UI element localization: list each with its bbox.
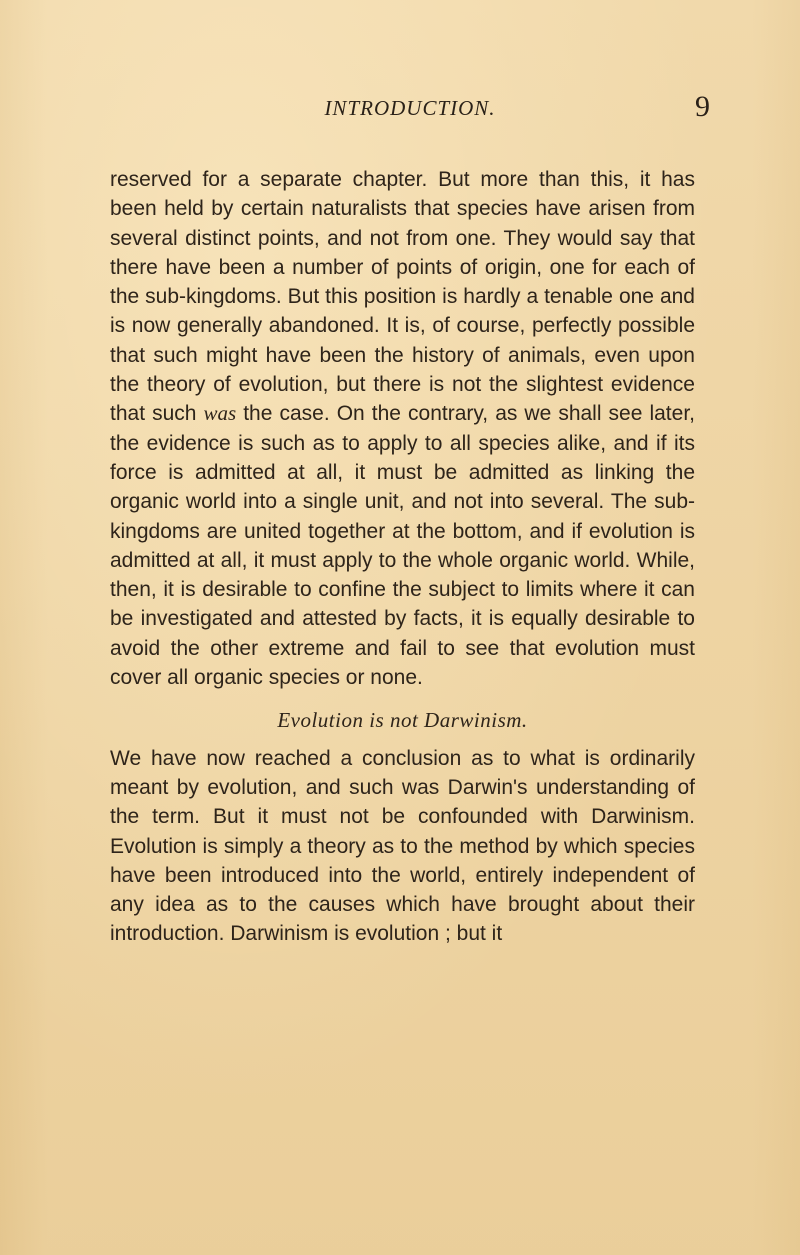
page-number: 9: [695, 90, 710, 123]
section-heading: Evolution is not Darwinism.: [277, 708, 528, 733]
body-text: [110, 165, 695, 949]
italic-emphasis: was: [203, 401, 237, 426]
paragraph-continued: [110, 165, 695, 692]
running-title: INTRODUCTION.: [324, 96, 496, 120]
paragraph-text: reserved for a separate chapter. But more than this, it has been held by certain naturalists that species have arisen from several distinct points, and not from one. They would say that there have been a number of points of origin, one for each of the sub-kingdoms. But this position is hardly a tenable one and is now generally abandoned. It is, of course, perfectly possible that such might have been the history of animals, even upon the theory of evolution, but there is not the slightest evidence that such: [110, 168, 695, 426]
paragraph: We have now reached a conclusion as to what is ordinarily meant by evolution, and such was Darwin's understanding of the term. But it must not be confounded with Darwinism. Evolution is simply a theory as to the method by which species have been introduced into the world, entirely independent of any idea as to the causes which have brought about their introduction. Darwinism is evolution ; but it: [110, 746, 695, 946]
running-head: [110, 88, 710, 128]
paragraph-text: the case. On the contrary, as we shall see later, the evidence is such as to apply to all species alike, and if its force is admitted at all, it must be admitted as linking the organic world into a single unit, and not into several. The sub-kingdoms are united together at the bottom, and if evolution is admitted at all, it must apply to the whole organic world. While, then, it is desirable to confine the subject to limits where it can be investigated and attested by facts, it is equally desirable to avoid the other extreme and fail to see that evolution must cover all organic species or none.: [110, 402, 695, 690]
